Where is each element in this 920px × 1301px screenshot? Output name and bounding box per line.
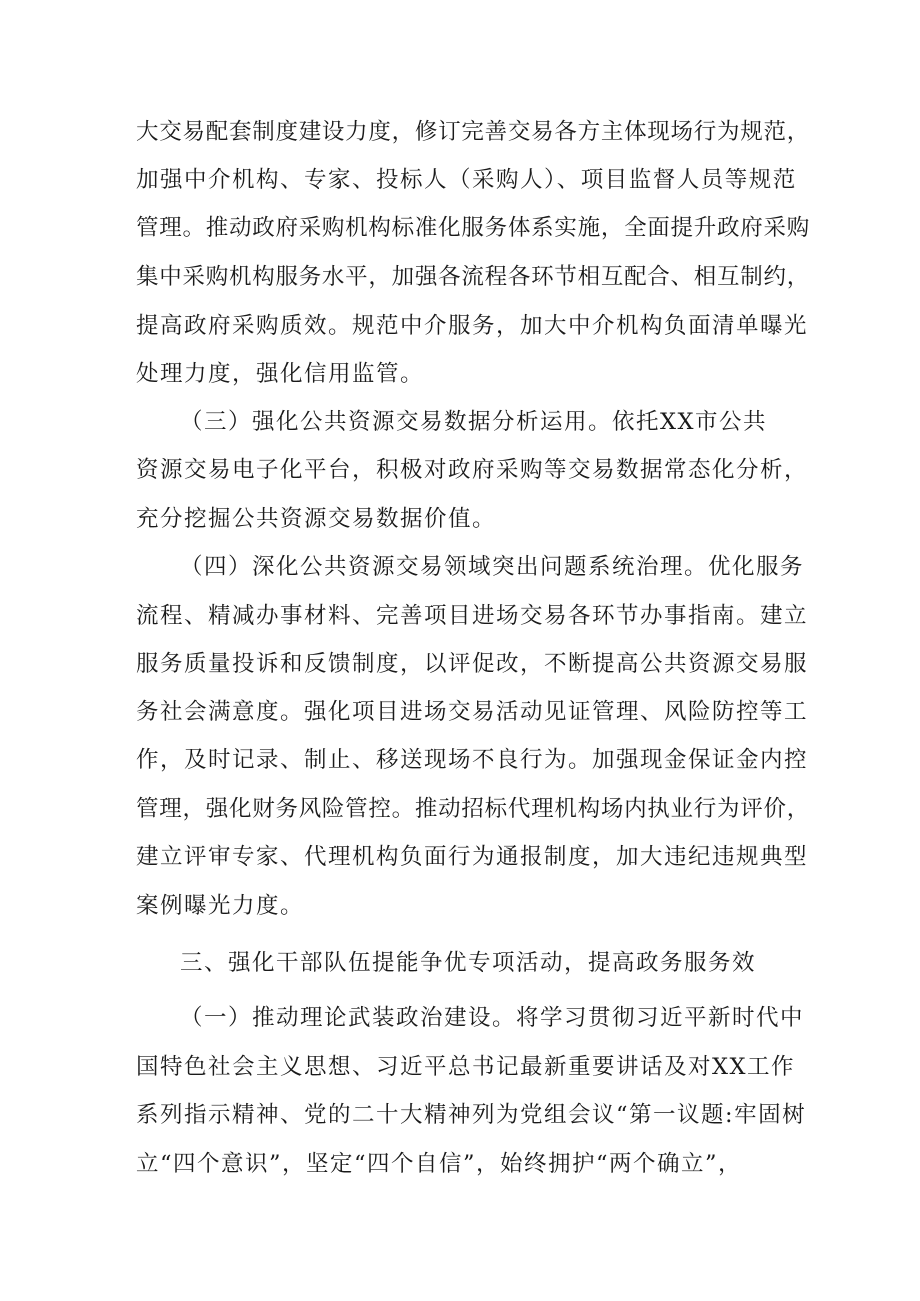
text-line: 案例曝光力度。 <box>136 893 305 919</box>
text-line: 处理力度，强化信用监管。 <box>136 361 425 387</box>
section-heading: 三、强化干部队伍提能争优专项活动，提高政务服务效 <box>180 950 757 976</box>
text-line: 集中采购机构服务水平，加强各流程各环节相互配合、相互制约， <box>136 264 811 290</box>
text-line: 提高政府采购质效。规范中介服务，加大中介机构负面清单曝光 <box>136 313 809 339</box>
text-line: 充分挖掘公共资源交易数据价值。 <box>136 506 497 532</box>
text-line: 加强中介机构、专家、投标人（采购人）、项目监督人员等规范 <box>136 167 797 193</box>
text-line: 管理，强化财务风险管控。推动招标代理机构场内执业行为评价， <box>136 796 811 822</box>
text-line: 大交易配套制度建设力度，修订完善交易各方主体现场行为规范， <box>136 119 811 145</box>
text-line: 国特色社会主义思想、习近平总书记最新重要讲话及对XX工作 <box>136 1054 796 1080</box>
text-line: （四）深化公共资源交易领域突出问题系统治理。优化服务 <box>180 554 805 580</box>
text-line: 服务质量投诉和反馈制度，以评促改，不断提高公共资源交易服 <box>136 651 809 677</box>
text-line: 资源交易电子化平台，积极对政府采购等交易数据常态化分析， <box>136 457 809 483</box>
text-line: 作，及时记录、制止、移送现场不良行为。加强现金保证金内控 <box>136 747 809 773</box>
text-line: （三）强化公共资源交易数据分析运用。依托XX市公共 <box>180 409 768 435</box>
text-line: 务社会满意度。强化项目进场交易活动见证管理、风险防控等工 <box>136 699 809 725</box>
text-line: （一）推动理论武装政治建设。将学习贯彻习近平新时代中 <box>180 1005 805 1031</box>
text-line: 管理。推动政府采购机构标准化服务体系实施，全面提升政府采购 <box>136 215 811 241</box>
text-line: 立“四个意识”，坚定“四个自信”，始终拥护“两个确立”， <box>136 1151 743 1177</box>
text-line: 流程、精减办事材料、完善项目进场交易各环节办事指南。建立 <box>136 603 809 629</box>
text-line: 系列指示精神、党的二十大精神列为党组会议“第一议题:牢固树 <box>136 1102 807 1128</box>
text-line: 建立评审专家、代理机构负面行为通报制度，加大违纪违规典型 <box>136 844 809 870</box>
